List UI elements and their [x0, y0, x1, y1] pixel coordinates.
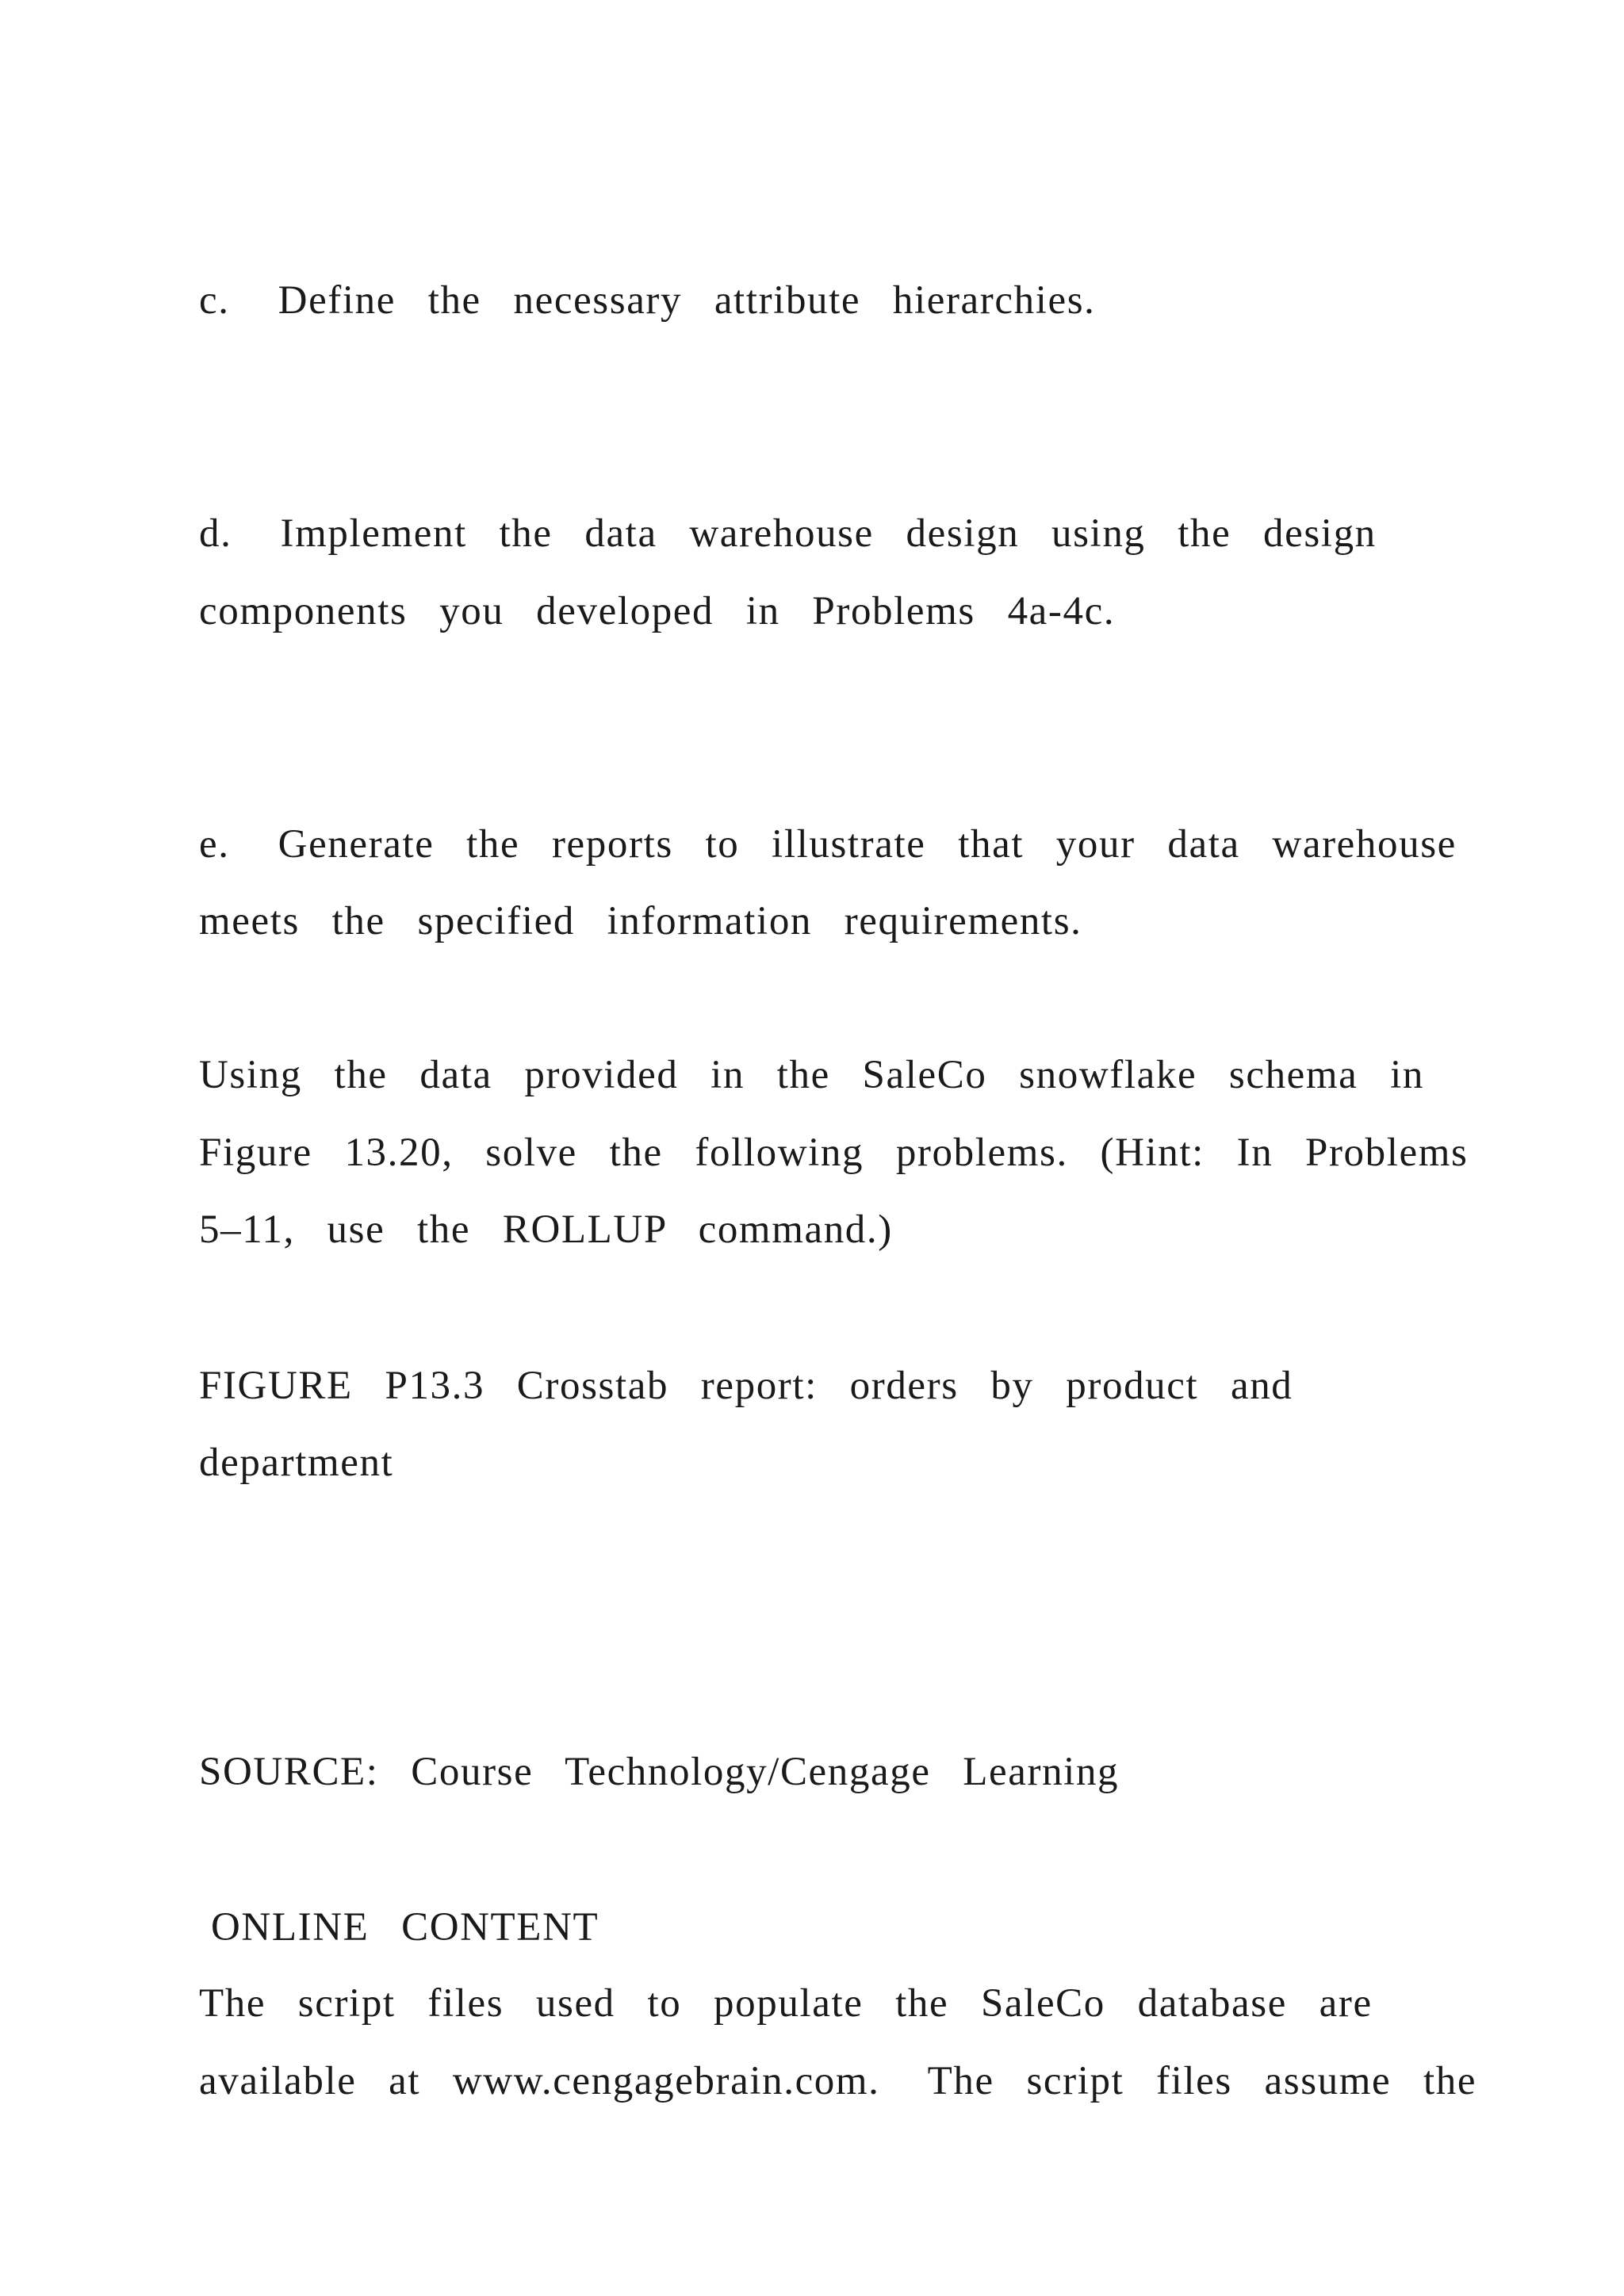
- intro-line-2: Figure 13.20, solve the following problems. (Hint: In Problems: [199, 1131, 1469, 1175]
- figure-caption-line-2: department: [199, 1441, 394, 1485]
- online-content-line-1: The script files used to populate the SaleCo database are: [199, 1981, 1373, 2026]
- item-e-line-2: meets the specified information requirements.: [199, 899, 1082, 943]
- intro-line-1: Using the data provided in the SaleCo snowflake schema in: [199, 1053, 1424, 1097]
- figure-caption-line-1: FIGURE P13.3 Crosstab report: orders by product and: [199, 1364, 1293, 1408]
- intro-line-3: 5–11, use the ROLLUP command.): [199, 1207, 893, 1252]
- online-content-line-2: available at www.cengagebrain.com. The script files assume the: [199, 2059, 1477, 2103]
- online-content-heading: ONLINE CONTENT: [211, 1905, 599, 1950]
- item-e-line-1: e. Generate the reports to illustrate that your data warehouse: [199, 822, 1457, 867]
- item-c-line-1: c. Define the necessary attribute hierarchies.: [199, 278, 1096, 323]
- source-line: SOURCE: Course Technology/Cengage Learning: [199, 1750, 1120, 1794]
- item-d-line-1: d. Implement the data warehouse design using the design: [199, 511, 1377, 556]
- item-d-line-2: components you developed in Problems 4a-4c.: [199, 589, 1116, 633]
